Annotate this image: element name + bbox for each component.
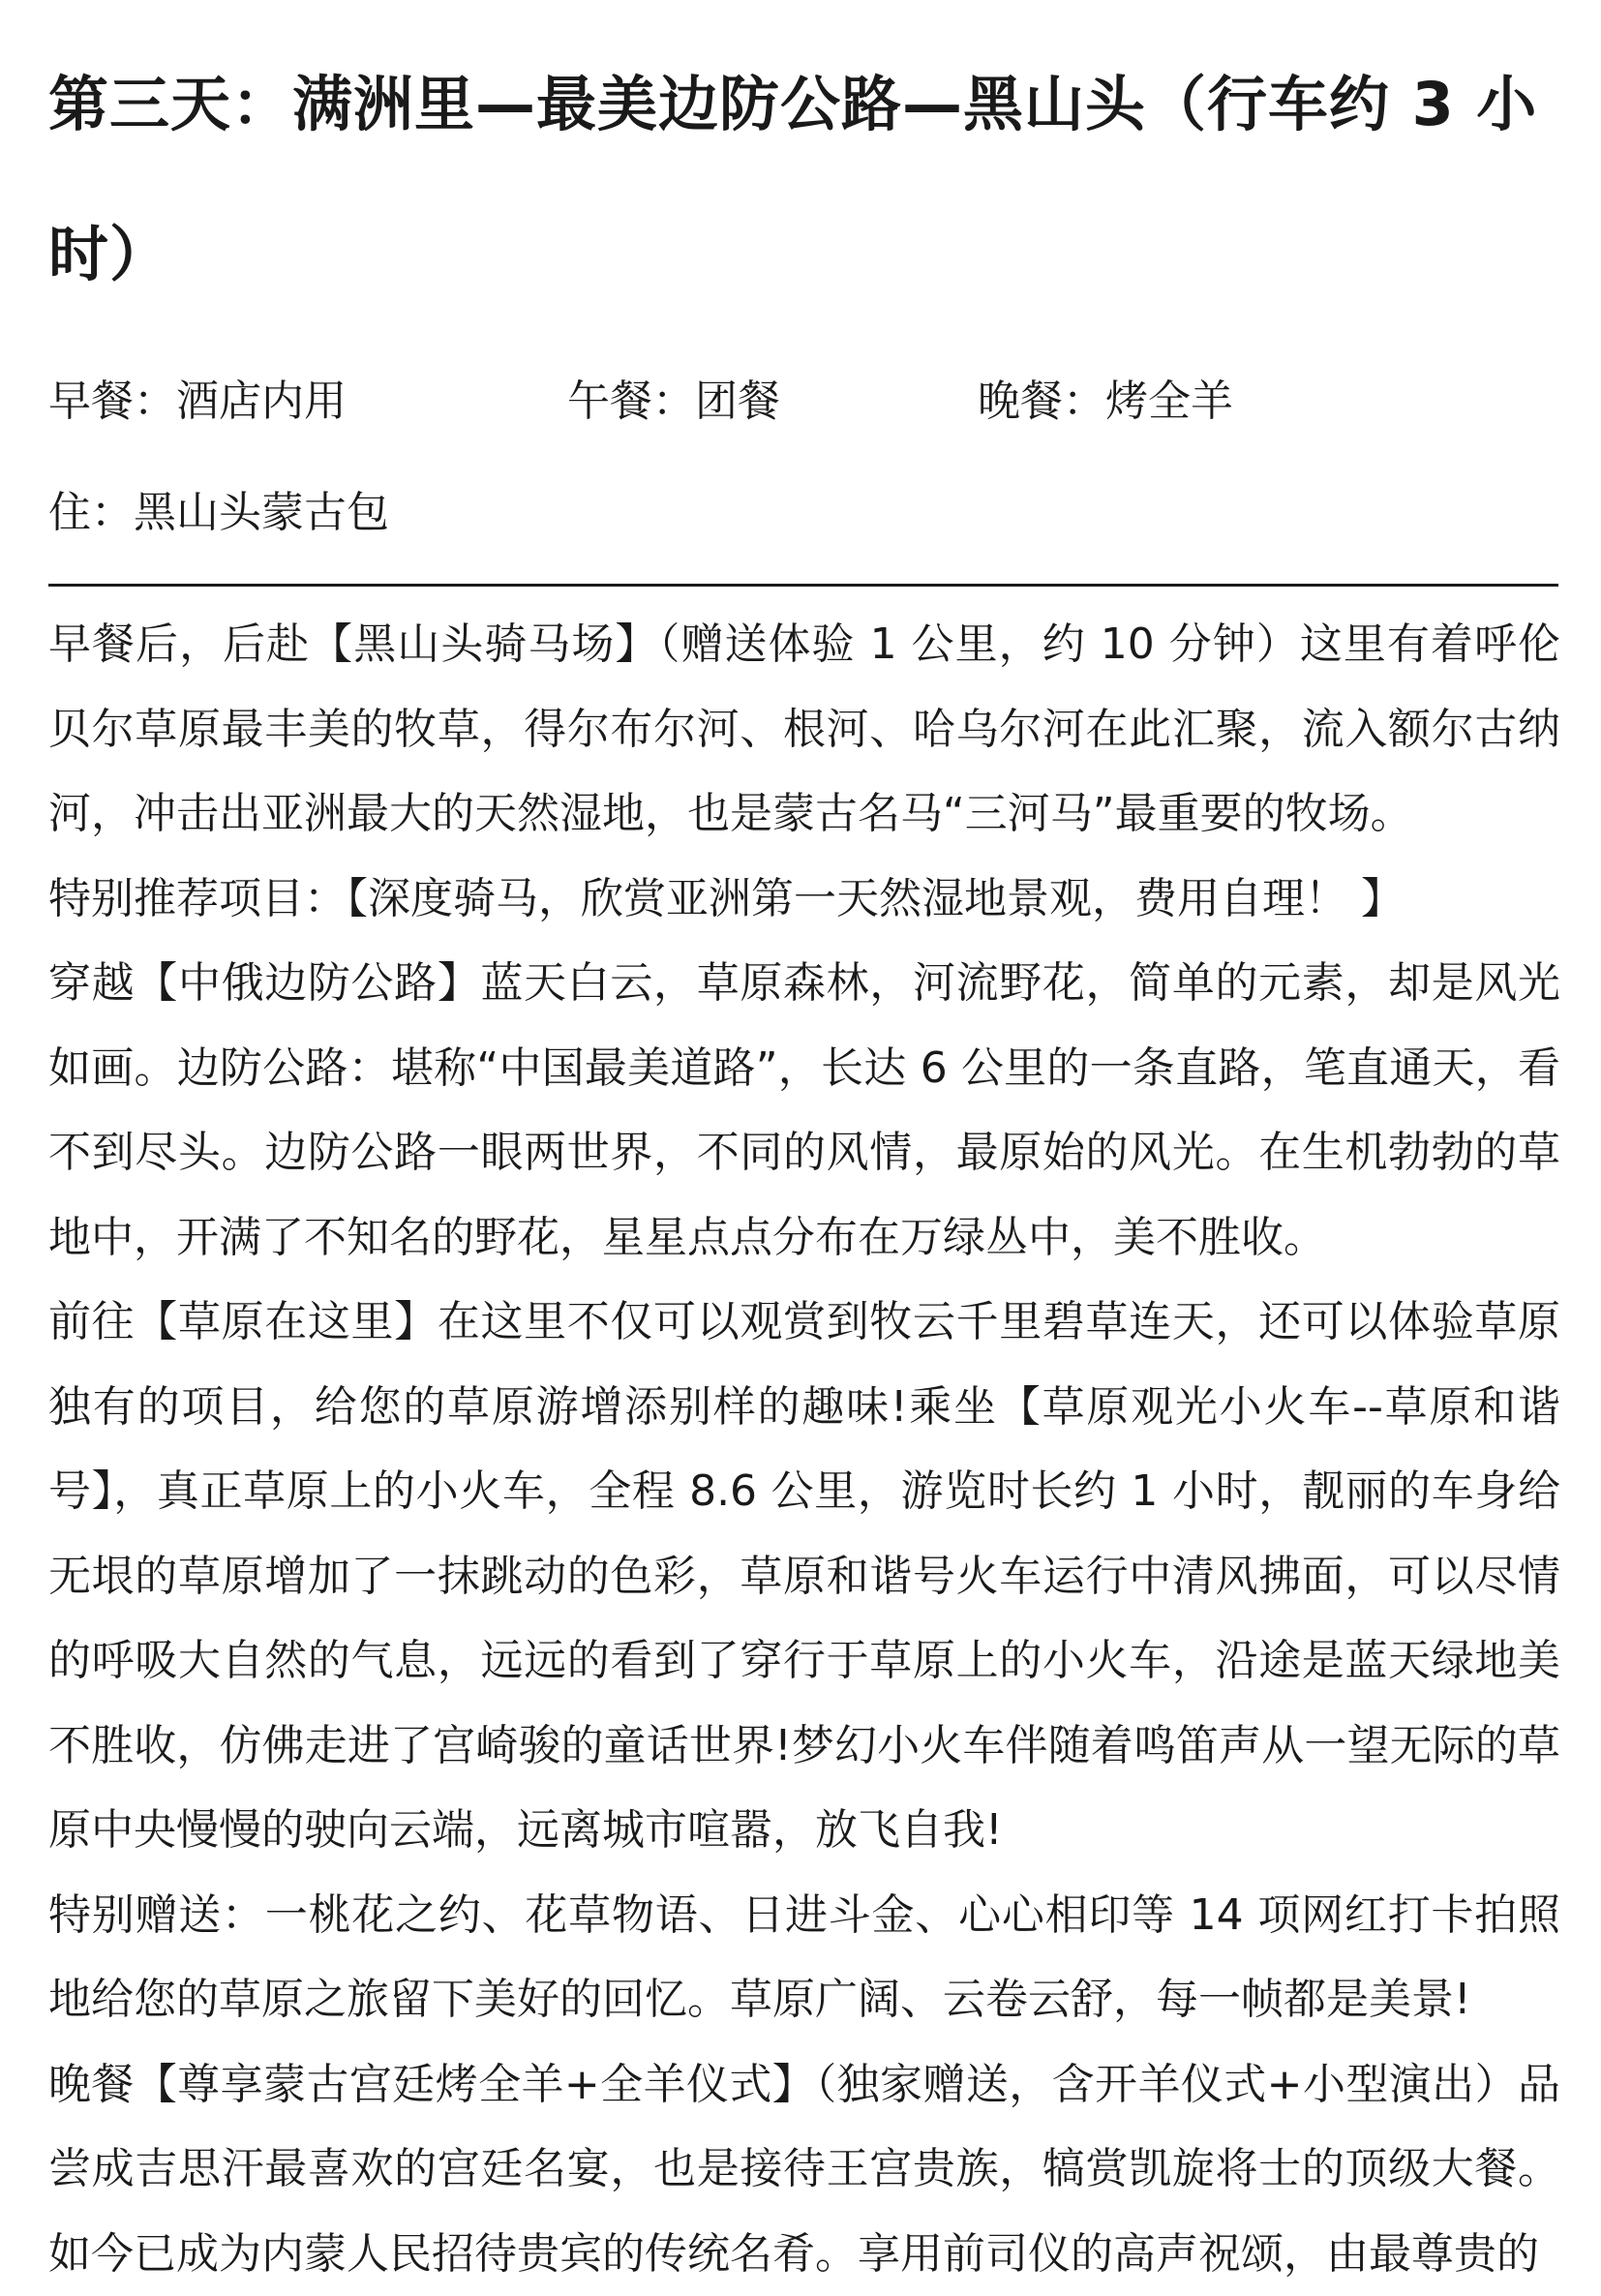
lunch-info: 午餐：团餐: [567, 368, 780, 436]
paragraph-recommended-item: 特别推荐项目：【深度骑马，欣赏亚洲第一天然湿地景观，费用自理！ 】: [48, 857, 1560, 942]
section-divider: [48, 584, 1558, 587]
paragraph-horse-riding: 早餐后，后赴【黑山头骑马场】（赠送体验 1 公里，约 10 分钟）这里有着呼伦贝尔草原最丰美的牧草，得尔布尔河、根河、哈乌尔河在此汇聚，流入额尔古纳河，冲击出亚洲最大的天然湿地，也是蒙古名马“三河马”最重要的牧场。: [48, 602, 1560, 857]
accommodation-info: 住：黑山头蒙古包: [48, 479, 389, 547]
dinner-info: 晚餐：烤全羊: [978, 368, 1233, 436]
page-title: 第三天：满洲里—最美边防公路—黑山头（行车约 3 小时）: [48, 29, 1558, 329]
meal-info: [48, 368, 1558, 436]
paragraph-dinner: 晚餐【尊享蒙古宫廷烤全羊+全羊仪式】（独家赠送，含开羊仪式+小型演出）品尝成吉思汗最喜欢的宫廷名宴，也是接待王宫贵族，犒赏凯旋将士的顶级大餐。如今已成为内蒙人民招待贵宾的传统名肴。享用前司仪的高声祝颂，由最尊贵的: [48, 2042, 1560, 2296]
paragraph-grassland-train: 前往【草原在这里】在这里不仅可以观赏到牧云千里碧草连天，还可以体验草原独有的项目，给您的草原游增添别样的趣味!乘坐【草原观光小火车--草原和谐号】，真正草原上的小火车，全程 8.6 公里，游览时长约 1 小时，靓丽的车身给无垠的草原增加了一抹跳动的色彩，草原和谐号火车运行中清风拂面，可以尽情的呼吸大自然的气息，远远的看到了穿行于草原上的小火车，沿途是蓝天绿地美不胜收，仿佛走进了宫崎骏的童话世界!梦幻小火车伴随着鸣笛声从一望无际的草原中央慢慢的驶向云端，远离城市喧嚣，放飞自我!: [48, 1280, 1560, 1873]
breakfast-info: 早餐：酒店内用: [48, 368, 347, 436]
itinerary-text: [48, 602, 1560, 2296]
paragraph-border-road: 穿越【中俄边防公路】蓝天白云，草原森林，河流野花，简单的元素，却是风光如画。边防公路：堪称“中国最美道路”，长达 6 公里的一条直路，笔直通天，看不到尽头。边防公路一眼两世界，不同的风情，最原始的风光。在生机勃勃的草地中，开满了不知名的野花，星星点点分布在万绿丛中，美不胜收。: [48, 941, 1560, 1280]
paragraph-special-gift: 特别赠送：一桃花之约、花草物语、日进斗金、心心相印等 14 项网红打卡拍照地给您的草原之旅留下美好的回忆。草原广阔、云卷云舒，每一帧都是美景!: [48, 1873, 1560, 2042]
